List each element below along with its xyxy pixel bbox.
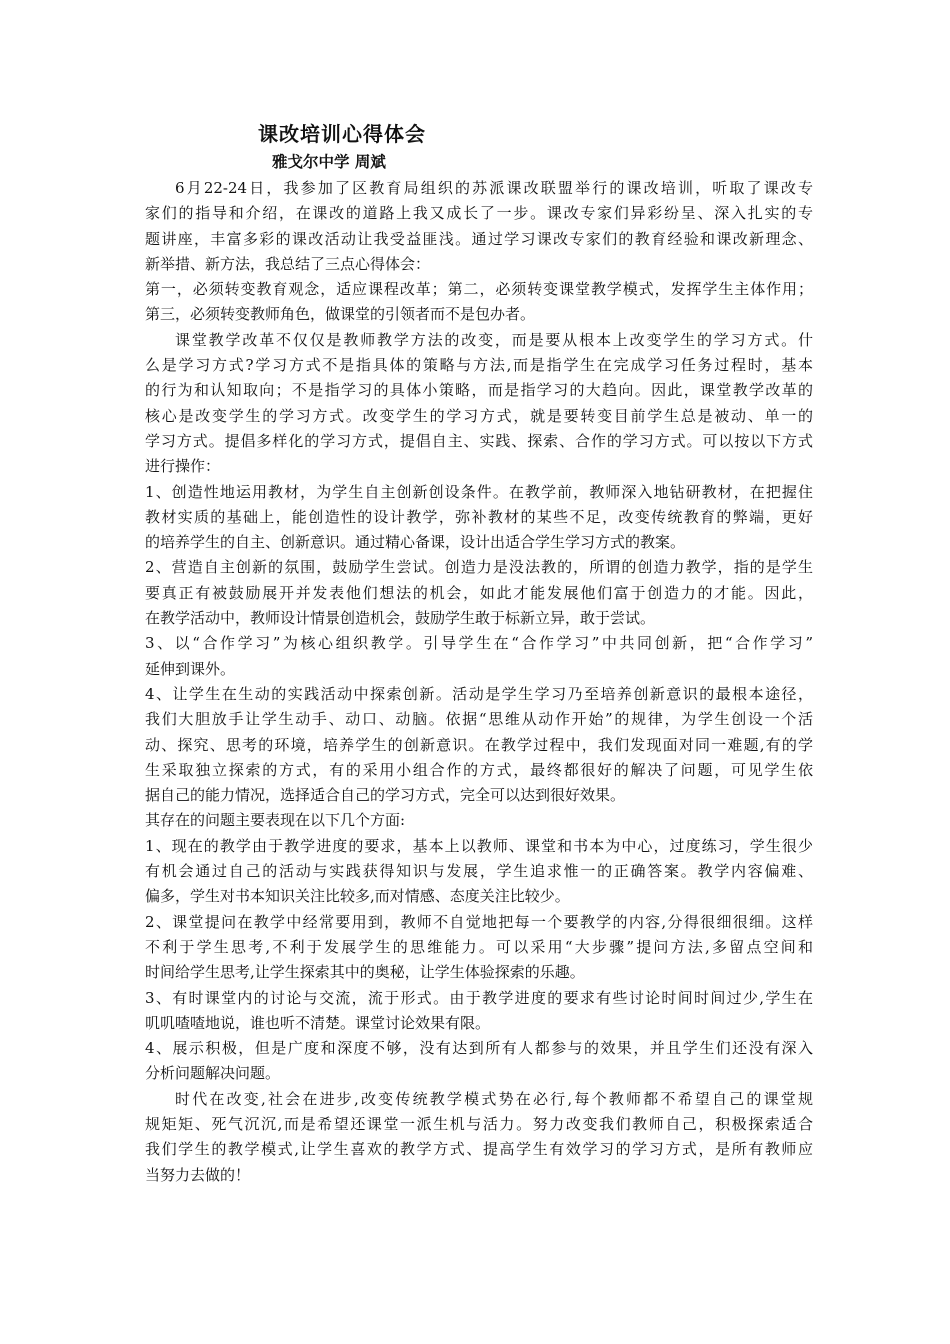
body-line: 2、课堂提问在教学中经常要用到，教师不自觉地把每一个要教学的内容,分得很细很细。这样 bbox=[145, 912, 813, 931]
body-line: 不利于学生思考,不利于发展学生的思维能力。可以采用“大步骤”提问方法,多留点空间和 bbox=[145, 937, 813, 956]
body-line: 延伸到课外。 bbox=[145, 659, 236, 678]
body-line: 3、有时课堂内的讨论与交流，流于形式。由于教学进度的要求有些讨论时间时间过少,学生在 bbox=[145, 988, 813, 1007]
body-line: 偏多，学生对书本知识关注比较多,而对情感、态度关注比较少。 bbox=[145, 887, 570, 906]
body-line: 叽叽喳喳地说，谁也听不清楚。课堂讨论效果有限。 bbox=[145, 1013, 491, 1032]
author-byline: 雅戈尔中学 周斌 bbox=[272, 152, 386, 171]
body-line: 时间给学生思考,让学生探索其中的奥秘，让学生体验探索的乐趣。 bbox=[145, 963, 585, 982]
body-line: 课堂教学改革不仅仅是教师教学方法的改变，而是要从根本上改变学生的学习方式。什 bbox=[175, 330, 813, 349]
body-line: 4、展示积极，但是广度和深度不够，没有达到所有人都参与的效果，并且学生们还没有深入 bbox=[145, 1039, 813, 1058]
body-line: 核心是改变学生的学习方式。改变学生的学习方式，就是要转变目前学生总是被动、单一的 bbox=[145, 406, 813, 425]
body-line: 6月22-24日，我参加了区教育局组织的苏派课改联盟举行的课改培训，听取了课改专 bbox=[175, 179, 813, 197]
body-line: 时代在改变,社会在进步,改变传统教学模式势在必行,每个教师都不希望自己的课堂规 bbox=[175, 1089, 813, 1108]
body-line: 1、现在的教学由于教学进度的要求，基本上以教师、课堂和书本为中心，过度练习，学生很少 bbox=[145, 836, 813, 855]
body-line: 家们的指导和介绍，在课改的道路上我又成长了一步。课改专家们异彩纷呈、深入扎实的专 bbox=[145, 204, 813, 223]
body-line: 我们学生的教学模式,让学生喜欢的教学方式、提高学生有效学习的学习方式，是所有教师应 bbox=[145, 1140, 813, 1159]
body-line: 的行为和认知取向；不是指学习的具体小策略，而是指学习的大趋向。因此，课堂教学改革的 bbox=[145, 381, 813, 400]
document-body bbox=[145, 176, 813, 1188]
body-line: 其存在的问题主要表现在以下几个方面: bbox=[145, 811, 406, 830]
body-line: 教材实质的基础上，能创造性的设计教学，弥补教材的某些不足，改变传统教育的弊端，更好 bbox=[145, 507, 813, 526]
body-line: 3、以“合作学习”为核心组织教学。引导学生在“合作学习”中共同创新，把“合作学习” bbox=[145, 634, 813, 653]
body-line: 第三，必须转变教师角色，做课堂的引领者而不是包办者。 bbox=[145, 305, 536, 324]
body-line: 第一，必须转变教育观念，适应课程改革；第二，必须转变课堂教学模式，发挥学生主体作用； bbox=[145, 280, 813, 299]
body-line: 有机会通过自己的活动与实践获得知识与发展，学生追求惟一的正确答案。教学内容偏难、 bbox=[145, 862, 813, 881]
body-line: 我们大胆放手让学生动手、动口、动脑。依据“思维从动作开始”的规律，为学生创设一个活 bbox=[145, 710, 813, 729]
body-line: 4、让学生在生动的实践活动中探索创新。活动是学生学习乃至培养创新意识的最根本途径， bbox=[145, 684, 813, 703]
document-title: 课改培训心得体会 bbox=[258, 122, 426, 146]
body-line: 在教学活动中，教师设计情景创造机会，鼓励学生敢于标新立异，敢于尝试。 bbox=[145, 609, 656, 628]
body-line: 进行操作： bbox=[145, 457, 221, 476]
body-line: 分析问题解决问题。 bbox=[145, 1064, 281, 1083]
body-line: 规矩矩、死气沉沉,而是希望还课堂一派生机与活力。努力改变我们教师自己，积极探索适合 bbox=[145, 1114, 813, 1133]
body-line: 2、营造自主创新的氛围，鼓励学生尝试。创造力是没法教的，所谓的创造力教学，指的是学生 bbox=[145, 558, 813, 577]
body-line: 题讲座，丰富多彩的课改活动让我受益匪浅。通过学习课改专家们的教育经验和课改新理念、 bbox=[145, 229, 813, 248]
body-line: 1、创造性地运用教材，为学生自主创新创设条件。在教学前，教师深入地钻研教材，在把握住 bbox=[145, 482, 813, 501]
body-line: 要真正有被鼓励展开并发表他们想法的机会，如此才能发展他们富于创造力的才能。因此， bbox=[145, 583, 813, 602]
body-line: 的培养学生的自主、创新意识。通过精心备课，设计出适合学生学习方式的教案。 bbox=[145, 533, 686, 552]
body-line: 新举措、新方法，我总结了三点心得体会： bbox=[145, 254, 431, 273]
body-line: 动、探究、思考的环境，培养学生的创新意识。在教学过程中，我们发现面对同一难题,有的学 bbox=[145, 735, 813, 754]
body-line: 生采取独立探索的方式，有的采用小组合作的方式，最终都很好的解决了问题，可见学生依 bbox=[145, 760, 813, 779]
body-line: 当努力去做的！ bbox=[145, 1165, 251, 1184]
body-line: 学习方式。提倡多样化的学习方式，提倡自主、实践、探索、合作的学习方式。可以按以下方式 bbox=[145, 431, 813, 450]
body-line: 据自己的能力情况，选择适合自己的学习方式，完全可以达到很好效果。 bbox=[145, 786, 626, 805]
body-line: 么是学习方式?学习方式不是指具体的策略与方法,而是指学生在完成学习任务过程时，基本 bbox=[145, 356, 813, 375]
